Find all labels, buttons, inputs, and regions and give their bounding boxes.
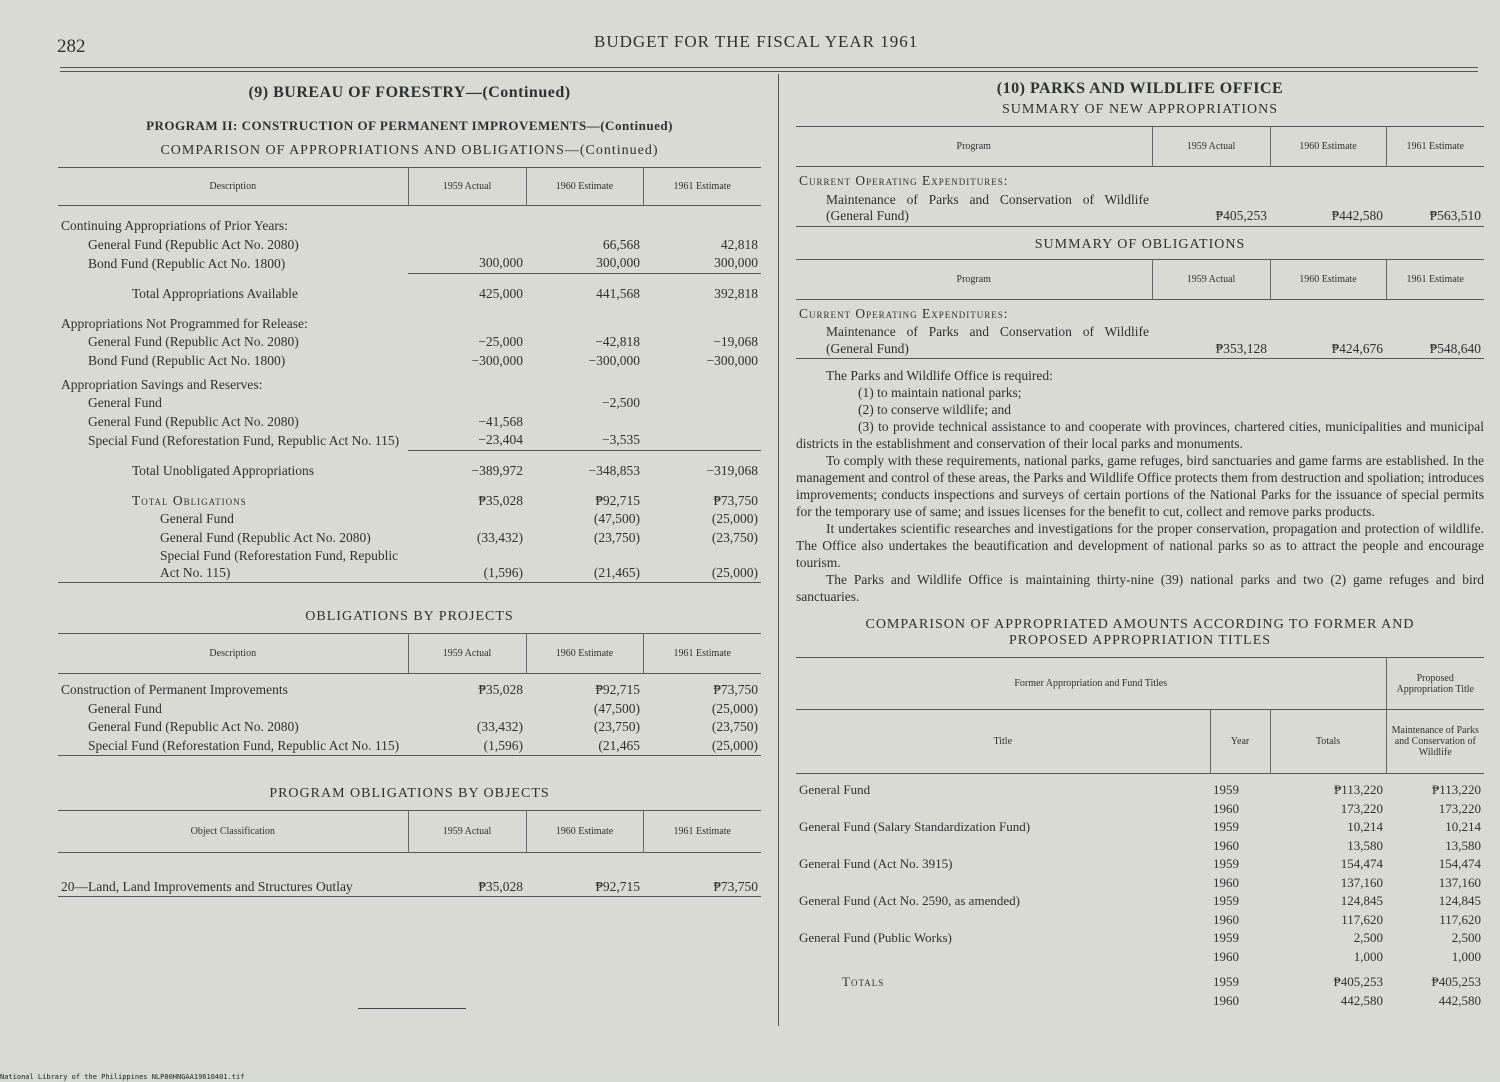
projects-table: Description 1959 Actual 1960 Estimate 1961 Estimate Construction of Permanent Improvements ₱35,028 ₱92,715 ₱73,750 General Fund (47,500) (25,000) General Fund (Republic Act No. 2080) (33,432) (23,750) (23,750) Special Fund (Reforestation Fund, Republic Act No. 115) (1,596) (21,465 (25,000) bbox=[58, 633, 761, 756]
table-row: General Fund (Republic Act No. 2080) (33,432) (23,750) (23,750) bbox=[88, 719, 758, 734]
paragraph: The Parks and Wildlife Office is maintaining thirty-nine (39) national parks and two (2) game refuges and bird sanctuaries. bbox=[796, 572, 1484, 604]
col-1959: 1959 Actual bbox=[408, 168, 526, 206]
header-rule-2 bbox=[60, 71, 1478, 72]
table-row: General Fund (Republic Act No. 2080) −25,000 −42,818 −19,068 bbox=[88, 334, 758, 349]
table-row: Special Fund (Reforestation Fund, Republic Act No. 115) −23,404 −3,535 bbox=[88, 432, 640, 448]
table-row: General Fund (Republic Act No. 2080) (33,432) (23,750) (23,750) bbox=[160, 529, 758, 545]
comparison-title-1: COMPARISON OF APPROPRIATED AMOUNTS ACCORDING TO FORMER AND bbox=[865, 617, 1415, 632]
subheading: Appropriations Not Programmed for Release: bbox=[61, 315, 308, 331]
new-appropriations-table: Program 1959 Actual 1960 Estimate 1961 Estimate Current Operating Expenditures: Maintenance of Parks and Conservation of Wildlife (General Fund) ₱405,253 ₱442,580 ₱563,510 bbox=[796, 126, 1484, 227]
end-rule bbox=[358, 1008, 466, 1009]
table-row-total: Total Appropriations Available 425,000 441,568 392,818 bbox=[58, 273, 761, 303]
paragraph: To comply with these requirements, national parks, game refuges, bird sanctuaries and game farms are established. In the management and control of these areas, the Parks and Wildlife Office protects them from destruction and spoliation; introduces improvements; conducts inspections and surveys of certain portions of the National Parks for the issuance of special permits for the temporary use of same; and issues licenses for the benefit to cut, collect and remove parks products. bbox=[796, 453, 1484, 519]
col-former: Former Appropriation and Fund Titles bbox=[1014, 678, 1168, 689]
objects-title: PROGRAM OBLIGATIONS BY OBJECTS bbox=[269, 786, 550, 801]
table-row-totals: 1960 442,580 442,580 bbox=[1213, 992, 1481, 1008]
table-row: 1960 137,160 137,160 bbox=[1213, 874, 1481, 890]
table-row: General Fund (Republic Act No. 2080) −41,568 bbox=[88, 413, 523, 429]
table-row-totals: Totals 1959 ₱405,253 ₱405,253 bbox=[842, 974, 1481, 989]
table-row: General Fund −2,500 bbox=[88, 395, 640, 410]
col-description: Description bbox=[209, 181, 257, 192]
table-row: 1960 117,620 117,620 bbox=[1213, 911, 1481, 927]
comparison-title: COMPARISON OF APPROPRIATIONS AND OBLIGATIONS—(Continued) bbox=[160, 143, 659, 158]
col-1960: 1960 Estimate bbox=[526, 168, 643, 206]
title-comparison-table: Former Appropriation and Fund Titles Proposed Appropriation Title Title Year Totals Maintenance of Parks and Conservation of Wildlife General Fund 1959 ₱113,220 ₱113,220 1960 173,220 173,220 General Fund (Salary Standardization Fund) 1959 10,214 10,214 1960 13,580 13,580 General Fund (Act No. 3915) 1959 154,474 154,474 1960 137,160 137,160 General Fund (Act No. 2590, as amended) 1959 124,845 124,845 1960 117,620 117,620 General Fund (Public Works) 1959 2,500 2,500 1960 1,000 1,000 Totals 1959 ₱405,253 ₱405,253 1960 442,580 442,580 bbox=[796, 657, 1484, 1010]
table-row: Maintenance of Parks and Conservation of Wildlife (General Fund) ₱353,128 ₱424,676 ₱548,640 bbox=[796, 323, 1484, 359]
table-row: General Fund 1959 ₱113,220 ₱113,220 bbox=[799, 782, 1481, 797]
comparison-table bbox=[58, 167, 761, 583]
table-row: 1960 13,580 13,580 bbox=[1213, 837, 1481, 853]
paragraph: It undertakes scientific researches and investigations for the proper conservation, propagation and protection of wildlife. The Office also undertakes the beautification and development of national parks so as to attract the people and encourage tourism. bbox=[796, 521, 1484, 570]
coe-label: Current Operating Expenditures: bbox=[799, 173, 1009, 188]
table-row: Maintenance of Parks and Conservation of Wildlife (General Fund) ₱405,253 ₱442,580 ₱563,510 bbox=[796, 191, 1484, 227]
table-row: General Fund (Public Works) 1959 2,500 2,500 bbox=[799, 930, 1481, 945]
obligations-table: Program 1959 Actual 1960 Estimate 1961 Estimate Current Operating Expenditures: Maintenance of Parks and Conservation of Wildlife (General Fund) ₱353,128 ₱424,676 ₱548,640 bbox=[796, 259, 1484, 360]
table-row: General Fund (Salary Standardization Fund) 1959 10,214 10,214 bbox=[799, 819, 1481, 834]
table-row-total: Total Unobligated Appropriations −389,972 −348,853 −319,068 bbox=[58, 450, 761, 480]
table-row: Bond Fund (Republic Act No. 1800) −300,000 −300,000 −300,000 bbox=[88, 352, 758, 368]
projects-title: OBLIGATIONS BY PROJECTS bbox=[305, 609, 514, 624]
header-rule bbox=[60, 67, 1478, 68]
objects-table: Object Classification 1959 Actual 1960 Estimate 1961 Estimate 20—Land, Land Improvements and Structures Outlay ₱35,028 ₱92,715 ₱73,750 bbox=[58, 810, 761, 897]
table-row: General Fund (Republic Act No. 2080) 66,568 42,818 bbox=[88, 236, 758, 252]
program-heading: PROGRAM II: CONSTRUCTION OF PERMANENT IMPROVEMENTS—(Continued) bbox=[146, 118, 673, 133]
table-row: Special Fund (Reforestation Fund, Republic Act No. 115) (1,596) (21,465) (25,000) bbox=[58, 547, 761, 583]
list-item: (2) to conserve wildlife; and bbox=[858, 402, 1011, 417]
section-heading: (9) BUREAU OF FORESTRY—(Continued) bbox=[248, 84, 571, 101]
narrative bbox=[796, 367, 1484, 605]
table-row: Construction of Permanent Improvements ₱35,028 ₱92,715 ₱73,750 bbox=[61, 682, 758, 697]
summary-obligations-title: SUMMARY OF OBLIGATIONS bbox=[1034, 236, 1246, 252]
summary-new-title: SUMMARY OF NEW APPROPRIATIONS bbox=[1001, 102, 1278, 117]
left-column bbox=[58, 84, 761, 897]
page-title: BUDGET FOR THE FISCAL YEAR 1961 bbox=[594, 32, 919, 51]
subheading: Appropriation Savings and Reserves: bbox=[61, 376, 263, 392]
table-row: General Fund (47,500) (25,000) bbox=[160, 511, 758, 526]
paragraph: The Parks and Wildlife Office is required: bbox=[826, 368, 1053, 383]
table-row: Bond Fund (Republic Act No. 1800) 300,000 300,000 300,000 bbox=[88, 255, 758, 271]
page-number: 282 bbox=[57, 36, 86, 57]
table-row: 1960 1,000 1,000 bbox=[1213, 948, 1481, 964]
list-item: (1) to maintain national parks; bbox=[858, 385, 1022, 400]
col-1961: 1961 Estimate bbox=[643, 168, 761, 206]
table-row: General Fund (Act No. 2590, as amended) 1959 124,845 124,845 bbox=[799, 893, 1481, 908]
comparison-title-2: PROPOSED APPROPRIATION TITLES bbox=[1008, 633, 1272, 648]
table-row-total-obligations: Total Obligations ₱35,028 ₱92,715 ₱73,750 bbox=[132, 492, 758, 508]
subheading: Continuing Appropriations of Prior Years: bbox=[61, 218, 288, 233]
table-row: Special Fund (Reforestation Fund, Republic Act No. 115) (1,596) (21,465 (25,000) bbox=[58, 737, 761, 756]
section-heading: (10) PARKS AND WILDLIFE OFFICE bbox=[996, 80, 1284, 97]
scan-footer: National Library of the Philippines NLP00HNGAA19610401.tif bbox=[0, 1073, 245, 1081]
table-row: 20—Land, Land Improvements and Structures Outlay ₱35,028 ₱92,715 ₱73,750 bbox=[58, 853, 761, 897]
table-row: 1960 173,220 173,220 bbox=[1213, 800, 1481, 816]
table-row: General Fund (Act No. 3915) 1959 154,474 154,474 bbox=[799, 856, 1481, 871]
list-item: (3) to provide technical assistance to and cooperate with provinces, chartered cities, municipalities and municipal districts in the establishment and conservation of their local parks and monuments. bbox=[796, 419, 1484, 451]
table-row: General Fund (47,500) (25,000) bbox=[88, 700, 758, 716]
col-proposed: Proposed Appropriation Title bbox=[1386, 658, 1484, 710]
right-column bbox=[796, 80, 1484, 1010]
column-divider bbox=[778, 74, 779, 1026]
